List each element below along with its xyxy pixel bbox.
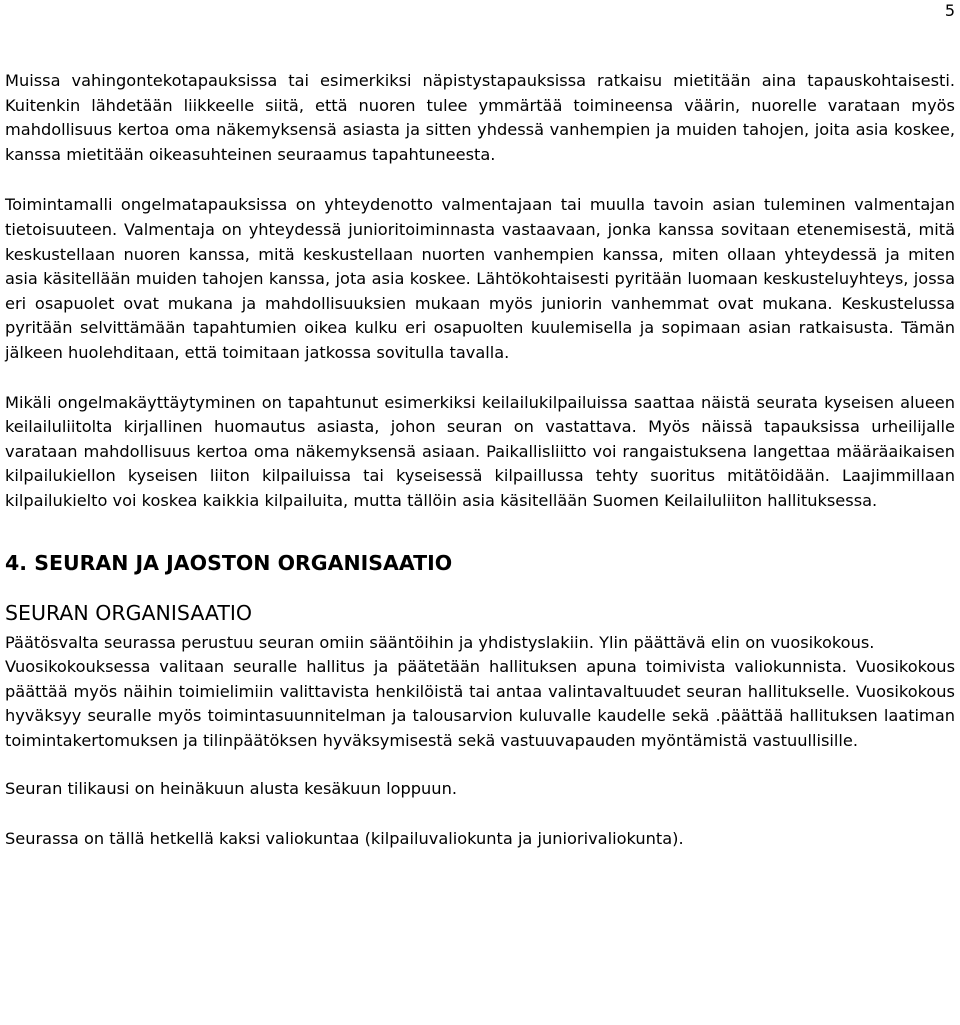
paragraph-fiscal-year: Seuran tilikausi on heinäkuun alusta kesäkuun loppuun. bbox=[5, 779, 457, 799]
paragraph-committees: Seurassa on tällä hetkellä kaksi valiokuntaa (kilpailuvaliokunta ja juniorivaliokunta). bbox=[5, 829, 684, 849]
subsection-heading: SEURAN ORGANISAATIO bbox=[5, 600, 253, 625]
paragraph-operating-model: Toimintamalli ongelmatapauksissa on yhteydenotto valmentajaan tai muulla tavoin asian tuleminen valmentajan tietoisuuteen. Valmentaja on yhteydessä junioritoiminnasta vastaavaan, jonka kanssa sovitaan etenemisestä, mitä keskustellaan nuoren kanssa, mitä keskustellaan nuorten vanhempien kanssa, miten ollaan yhteydessä ja miten asia käsitellään muiden tahojen kanssa, jota asia koskee. Lähtökohtaisesti pyritään luomaan keskusteluyhteys, jossa eri osapuolet ovat mukana ja mahdollisuuksien mukaan myös juniorin vanhemmat ovat mukana. Keskustelussa pyritään selvittämään tapahtumien oikea kulku eri osapuolten kuulemisella ja sopimaan asian ratkaisusta. Tämän jälkeen huolehditaan, että toimitaan jatkossa sovitulla tavalla. bbox=[5, 195, 955, 362]
page-number: 5 bbox=[944, 1, 955, 20]
document-body bbox=[5, 69, 955, 852]
paragraph-annual-meeting: Vuosikokouksessa valitaan seuralle hallitus ja päätetään hallituksen apuna toimivista valiokunnista. Vuosikokous päättää myös näihin toimielimiin valittavista henkilöistä tai antaa valintavaltuudet seuran hallitukselle. Vuosikokous hyväksyy seuralle myös toimintasuunnitelman ja talousarvion kuluvalle kaudelle sekä .päättää hallituksen laatiman toimintakertomuksen ja tilinpäätöksen hyväksymisestä sekä vastuuvapauden myöntämistä vastuullisille. bbox=[5, 657, 955, 750]
paragraph-competition-behaviour: Mikäli ongelmakäyttäytyminen on tapahtunut esimerkiksi keilailukilpailuissa saattaa näistä seurata kyseisen alueen keilailuliitolta kirjallinen huomautus asiasta, johon seuran on vastattava. Myös näissä tapauksissa urheilijalle varataan mahdollisuus kertoa oma näkemyksensä asiaan. Paikallisliitto voi rangaistuksena langettaa määräaikaisen kilpailukiellon kyseisen liiton kilpailuissa tai kyseisessä kilpaillussa tehty suoritus mitätöidään. Laajimmillaan kilpailukielto voi koskea kaikkia kilpailuita, mutta tällöin asia käsitellään Suomen Keilailuliiton hallituksessa. bbox=[5, 392, 955, 510]
paragraph-case-by-case: Muissa vahingontekotapauksissa tai esimerkiksi näpistystapauksissa ratkaisu mietitään aina tapauskohtaisesti. Kuitenkin lähdetään liikkeelle siitä, että nuoren tulee ymmärtää toimineensa väärin, nuorelle varataan myös mahdollisuus kertoa oma näkemyksensä asiasta ja sitten yhdessä vanhempien ja muiden tahojen, joita asia koskee, kanssa mietitään oikeasuhteinen seuraamus tapahtuneesta. bbox=[5, 71, 955, 164]
paragraph-decision-power: Päätösvalta seurassa perustuu seuran omiin sääntöihin ja yhdistyslakiin. Ylin päättävä elin on vuosikokous. bbox=[5, 632, 875, 652]
section-heading: 4. SEURAN JA JAOSTON ORGANISAATIO bbox=[5, 550, 453, 575]
